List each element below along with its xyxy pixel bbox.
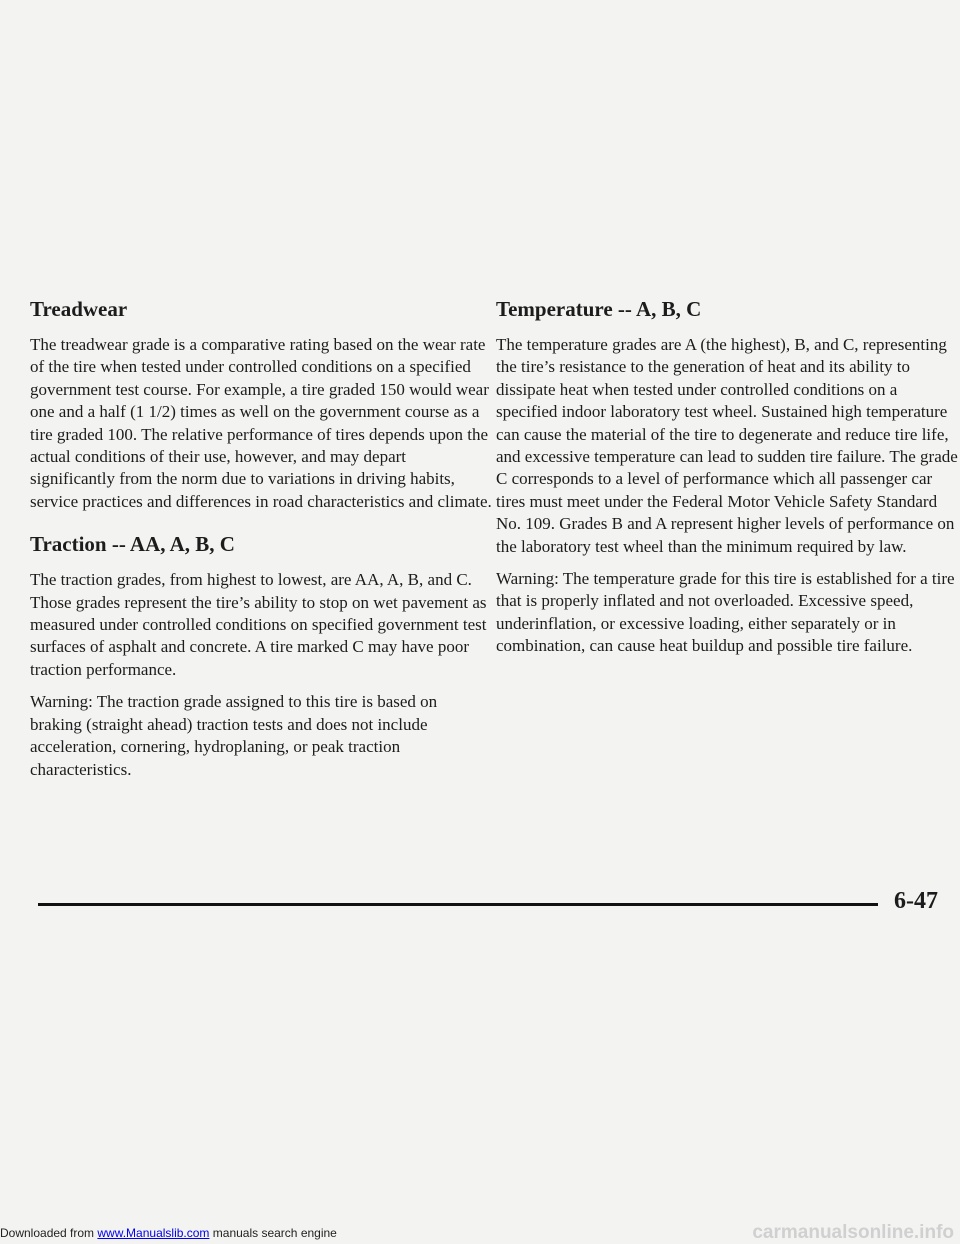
- temperature-warning: Warning: The temperature grade for this tire is established for a tire that is properly inflated and not overloaded. Excessive speed, underinflation, or excessive loading, either separately or in combination, can cause heat buildup and possible tire failure.: [496, 569, 955, 656]
- traction-body: The traction grades, from highest to lowest, are AA, A, B, and C. Those grades represent the tire’s ability to stop on wet pavement as measured under controlled conditions on specified government test surfaces of asphalt and concrete. A tire marked C may have poor traction performance.: [30, 570, 487, 679]
- treadwear-heading: Treadwear: [30, 297, 128, 321]
- footer-prefix: Downloaded from: [0, 1226, 98, 1240]
- page-number: 6-47: [894, 888, 938, 914]
- carmanualsonline-watermark: carmanualsonline.info: [752, 1222, 954, 1243]
- traction-warning: Warning: The traction grade assigned to this tire is based on braking (straight ahead) traction tests and does not include acceleration, cornering, hydroplaning, or peak traction characteristics.: [30, 692, 438, 779]
- treadwear-body: The treadwear grade is a comparative rating based on the wear rate of the tire when tested under controlled conditions on a specified government test course. For example, a tire graded 150 would wear one and a half (1 1/2) times as well on the government course as a tire graded 100. The relative performance of tires depends upon the actual conditions of their use, however, and may depart significantly from the norm due to variations in driving habits, service practices and differences in road characteristics and climate.: [30, 335, 492, 511]
- page-rule-divider: [38, 903, 878, 906]
- footer-suffix: manuals search engine: [209, 1226, 337, 1240]
- left-column: [30, 296, 492, 791]
- manualslib-link[interactable]: www.Manualslib.com: [97, 1226, 210, 1240]
- traction-heading: Traction -- AA, A, B, C: [30, 532, 235, 557]
- temperature-body: The temperature grades are A (the highest), B, and C, representing the tire’s resistance to the generation of heat and its ability to dissipate heat when tested under controlled conditions on a specified indoor laboratory test wheel. Sustained high temperature can cause the material of the tire to degenerate and reduce tire life, and excessive temperature can lead to sudden tire failure. The grade C corresponds to a level of performance which all passenger car tires must meet under the Federal Motor Vehicle Safety Standard No. 109. Grades B and A represent higher levels of performance on the laboratory test wheel than the minimum required by law.: [496, 335, 958, 556]
- right-column: [496, 296, 958, 668]
- temperature-heading: Temperature -- A, B, C: [496, 297, 702, 321]
- download-footer: [0, 1226, 337, 1240]
